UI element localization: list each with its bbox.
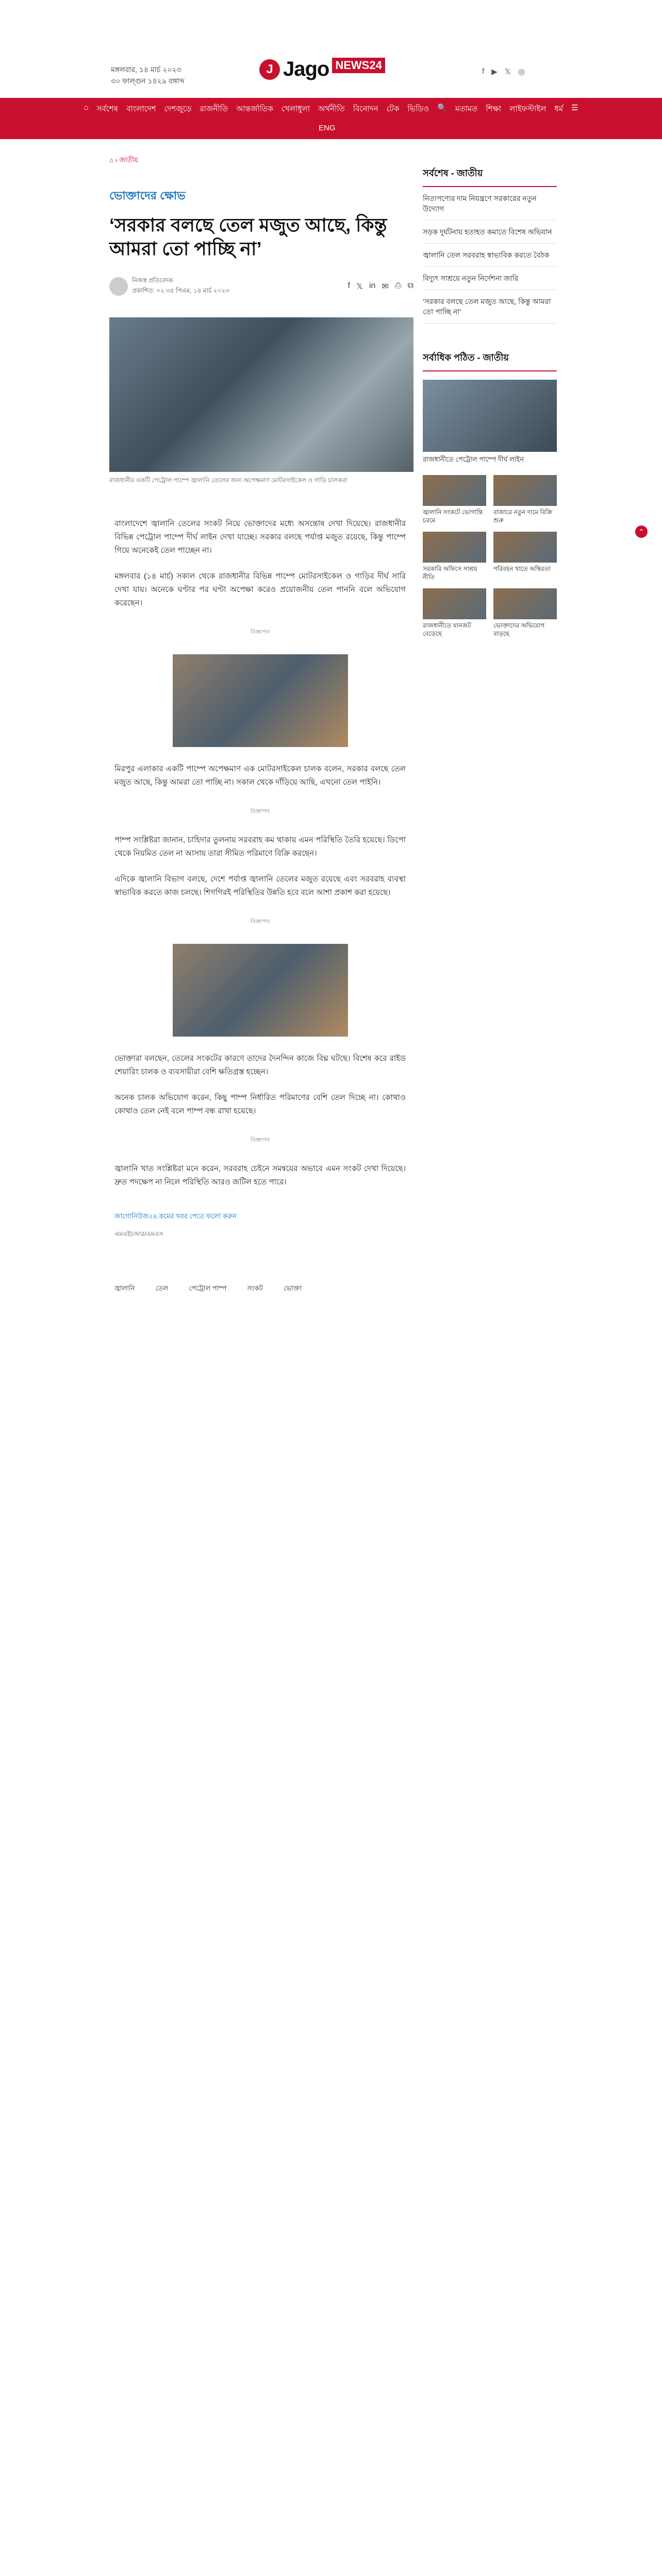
- paragraph: পাম্প সংশ্লিষ্টরা জানান, চাহিদার তুলনায় সরবরাহ কম থাকায় এমন পরিস্থিতি তৈরি হয়েছে। ডিপো থেকে নিয়মিত তেল না আসায় তারা সীমিত পরিমাণে বিক্রি করছেন।: [114, 836, 406, 858]
- paragraph: মঙ্গলবার (১৪ মার্চ) সকাল থেকে রাজধানীর বিভিন্ন পাম্পে মোটরসাইকেল ও গাড়ির দীর্ঘ সারি দেখা যায়। অনেকে ঘণ্টার পর ঘণ্টা অপেক্ষা করেও প্রয়োজনীয় তেল পাননি বলে অভিযোগ করেছেন।: [114, 572, 406, 607]
- grid-caption: বাজারে নতুন দামে বিক্রি শুরু: [493, 509, 552, 524]
- publish-time: প্রকাশিত: ০২:৩৫ পিএম, ১৪ মার্চ ২০২৩: [132, 287, 230, 294]
- share-facebook-icon[interactable]: f: [347, 281, 350, 290]
- shoulder-title: ভোক্তাদের ক্ষোভ: [109, 189, 186, 202]
- grid-caption: জ্বালানি সংকটে ভোগান্তি চরমে: [423, 509, 483, 524]
- nav-item[interactable]: খেলাধুলা: [281, 105, 310, 113]
- ad-label: বিজ্ঞাপন: [250, 1137, 270, 1143]
- tag[interactable]: সংকট: [247, 1284, 263, 1292]
- nav-item[interactable]: মতামত: [455, 105, 478, 113]
- tag[interactable]: তেল: [155, 1284, 169, 1292]
- list-item[interactable]: নিত্যপণ্যের দাম নিয়ন্ত্রণে সরকারের নতুন উদ্যোগ: [423, 187, 557, 221]
- site-logo[interactable]: [259, 58, 385, 81]
- ad-label: বিজ্ঞাপন: [250, 919, 270, 925]
- date-block: [111, 64, 185, 87]
- ad-label: বিজ্ঞাপন: [250, 808, 270, 815]
- date-line-2: ৩০ ফাল্গুন ১৪২৯ বঙ্গাব্দ: [111, 77, 185, 85]
- grid-item[interactable]: [493, 532, 557, 581]
- grid-thumb: [493, 475, 557, 506]
- grid-item[interactable]: [493, 588, 557, 638]
- copy-link-icon[interactable]: ⧉: [407, 281, 413, 290]
- grid-thumb: [493, 588, 557, 619]
- paragraph: বাংলাদেশে জ্বালানি তেলের সংকট নিয়ে ভোক্তাদের মধ্যে অসন্তোষ দেখা দিয়েছে। রাজধানীর বিভিন্ন পেট্রোল পাম্পে দীর্ঘ লাইন দেখা যাচ্ছে। সরকার বলছে পর্যাপ্ত মজুত রয়েছে, কিন্তু পাম্পে গিয়ে অনেকেই তেল পাচ্ছেন না।: [114, 519, 406, 555]
- sidebar: [423, 139, 557, 638]
- paragraph: এদিকে জ্বালানি বিভাগ বলছে, দেশে পর্যাপ্ত জ্বালানি তেলের মজুত রয়েছে এবং সরবরাহ ব্যবস্থা স্বাভাবিক করতে কাজ চলছে। শিগগিরই পরিস্থিতির উন্নতি হবে বলে আশা প্রকাশ করা হয়েছে।: [114, 875, 406, 897]
- paragraph: জ্বালানি খাত সংশ্লিষ্টরা মনে করেন, সরবরাহ চেইনে সমন্বয়ের অভাবে এমন সংকট দেখা দিয়েছে। দ্রুত পদক্ষেপ না নিলে পরিস্থিতি আরও জটিল হতে পারে।: [114, 1164, 406, 1187]
- nav-item[interactable]: অর্থনীতি: [318, 105, 345, 113]
- share-email-icon[interactable]: ✉: [382, 282, 389, 291]
- instagram-icon[interactable]: ◎: [518, 67, 525, 76]
- logo-badge: NEWS24: [332, 58, 385, 73]
- nav-item[interactable]: ⌂: [84, 103, 89, 112]
- share-x-icon[interactable]: 𝕏: [356, 282, 363, 291]
- paragraph: ভোক্তারা বলছেন, তেলের সংকটের কারণে তাদের দৈনন্দিন কাজে বিঘ্ন ঘটছে। বিশেষ করে রাইড শেয়ারিং চালক ও ব্যবসায়ীরা বেশি ক্ষতিগ্রস্ত হচ্ছেন।: [114, 1054, 406, 1076]
- tag[interactable]: ভোক্তা: [283, 1284, 302, 1292]
- paragraph: অনেক চালক অভিযোগ করেন, কিছু পাম্প নির্ধারিত পরিমাণের বেশি তেল দিচ্ছে না। কোথাও কোথাও তেল নেই বলে পাম্প বন্ধ রাখা হয়েছে।: [114, 1093, 406, 1115]
- nav-item[interactable]: টেক: [386, 105, 400, 113]
- popular-grid: [423, 475, 557, 638]
- ad-label: বিজ্ঞাপন: [250, 629, 270, 635]
- nav-item[interactable]: বাংলাদেশ: [126, 105, 156, 113]
- youtube-icon[interactable]: ▶: [491, 67, 498, 76]
- share-bar: [348, 281, 413, 292]
- nav-item[interactable]: ধর্ম: [554, 105, 564, 113]
- inline-image: [173, 944, 348, 1037]
- author-avatar: [109, 277, 128, 296]
- author-name[interactable]: নিজস্ব প্রতিবেদক: [132, 277, 173, 284]
- grid-item[interactable]: [493, 475, 557, 524]
- nav-item[interactable]: ভিডিও: [407, 105, 429, 113]
- image-caption: রাজধানীর একটি পেট্রোল পাম্পে জ্বালানি তেলের জন্য অপেক্ষমাণ মোটরসাইকেল ও গাড়ি চালকরা: [109, 477, 347, 484]
- article-body: [114, 517, 406, 1295]
- latest-heading: সর্বশেষ - জাতীয়: [423, 166, 557, 187]
- list-item[interactable]: বিদ্যুৎ সাশ্রয়ে নতুন নির্দেশনা জারি: [423, 267, 557, 290]
- editor-initials: এমএইচআর/এমএস: [114, 1230, 163, 1238]
- popular-image[interactable]: [423, 380, 557, 452]
- list-item[interactable]: ‘সরকার বলছে তেল মজুত আছে, কিন্তু আমরা তো পাচ্ছি না’: [423, 290, 557, 324]
- breadcrumb[interactable]: ⌂ › জাতীয়: [109, 156, 138, 164]
- hero-image: [109, 317, 413, 472]
- english-link[interactable]: ENG: [319, 124, 336, 132]
- social-links: [482, 67, 525, 76]
- share-linkedin-icon[interactable]: in: [369, 281, 376, 290]
- grid-caption: সরকারি অফিসে সাশ্রয় নীতি: [423, 565, 477, 581]
- grid-item[interactable]: [423, 475, 486, 524]
- scroll-top-button[interactable]: ⌃: [635, 526, 648, 538]
- grid-thumb: [493, 532, 557, 563]
- grid-thumb: [423, 588, 486, 619]
- logo-text: Jago: [283, 58, 329, 80]
- nav-item[interactable]: সর্বশেষ: [96, 105, 118, 113]
- top-header: [0, 0, 662, 98]
- popular-caption[interactable]: রাজধানীতে পেট্রোল পাম্পে দীর্ঘ লাইন: [423, 455, 524, 463]
- grid-caption: পরিবহন খাতে অস্থিরতা: [493, 565, 551, 572]
- tag-list: [114, 1282, 406, 1295]
- nav-item[interactable]: ☰: [571, 104, 578, 112]
- nav-item[interactable]: লাইফস্টাইল: [509, 105, 547, 113]
- grid-thumb: [423, 532, 486, 563]
- x-icon[interactable]: 𝕏: [504, 67, 511, 76]
- main-nav: [0, 98, 662, 139]
- list-item[interactable]: জ্বালানি তেল সরবরাহ স্বাভাবিক করতে বৈঠক: [423, 244, 557, 267]
- grid-thumb: [423, 475, 486, 506]
- nav-item[interactable]: শিক্ষা: [486, 105, 502, 113]
- grid-item[interactable]: [423, 588, 486, 638]
- print-icon[interactable]: ⎙: [394, 281, 402, 290]
- tag[interactable]: পেট্রোল পাম্প: [189, 1284, 227, 1292]
- page-title: ‘সরকার বলছে তেল মজুত আছে, কিন্তু আমরা তো পাচ্ছি না’: [109, 214, 387, 259]
- facebook-icon[interactable]: f: [482, 67, 485, 76]
- grid-caption: রাজধানীতে যানজট বেড়েছে: [423, 622, 471, 637]
- nav-item[interactable]: আন্তর্জাতিক: [236, 105, 273, 113]
- list-item[interactable]: সড়ক দুর্ঘটনায় হতাহত কমাতে বিশেষ অভিযান: [423, 221, 557, 244]
- paragraph: মিরপুর এলাকার একটি পাম্পে অপেক্ষমাণ এক মোটরসাইকেল চালক বলেন, সরকার বলছে তেল মজুত আছে, কিন্তু আমরা তো পাচ্ছি না। সকাল থেকে দাঁড়িয়ে আছি, এখনো তেল পাইনি।: [114, 765, 406, 787]
- nav-item[interactable]: রাজনীতি: [200, 105, 228, 113]
- nav-item[interactable]: দেশজুড়ে: [164, 105, 192, 113]
- logo-mark-icon: J: [259, 59, 280, 80]
- nav-item[interactable]: 🔍: [437, 104, 447, 112]
- byline: [109, 276, 413, 297]
- popular-heading: সর্বাধিক পঠিত - জাতীয়: [423, 350, 557, 371]
- grid-caption: ভোক্তাদের অভিযোগ বাড়ছে: [493, 622, 545, 637]
- date-line-1: মঙ্গলবার, ১৪ মার্চ ২০২৩: [111, 65, 181, 74]
- latest-list: [423, 187, 557, 324]
- grid-item[interactable]: [423, 532, 486, 581]
- tag[interactable]: জ্বালানি: [114, 1284, 135, 1292]
- nav-item[interactable]: বিনোদন: [353, 105, 378, 113]
- inline-image: [173, 654, 348, 747]
- follow-link[interactable]: জাগোনিউজ২৪.কমের খবর পেতে ফলো করুন: [114, 1212, 237, 1220]
- article-column: [109, 139, 413, 1295]
